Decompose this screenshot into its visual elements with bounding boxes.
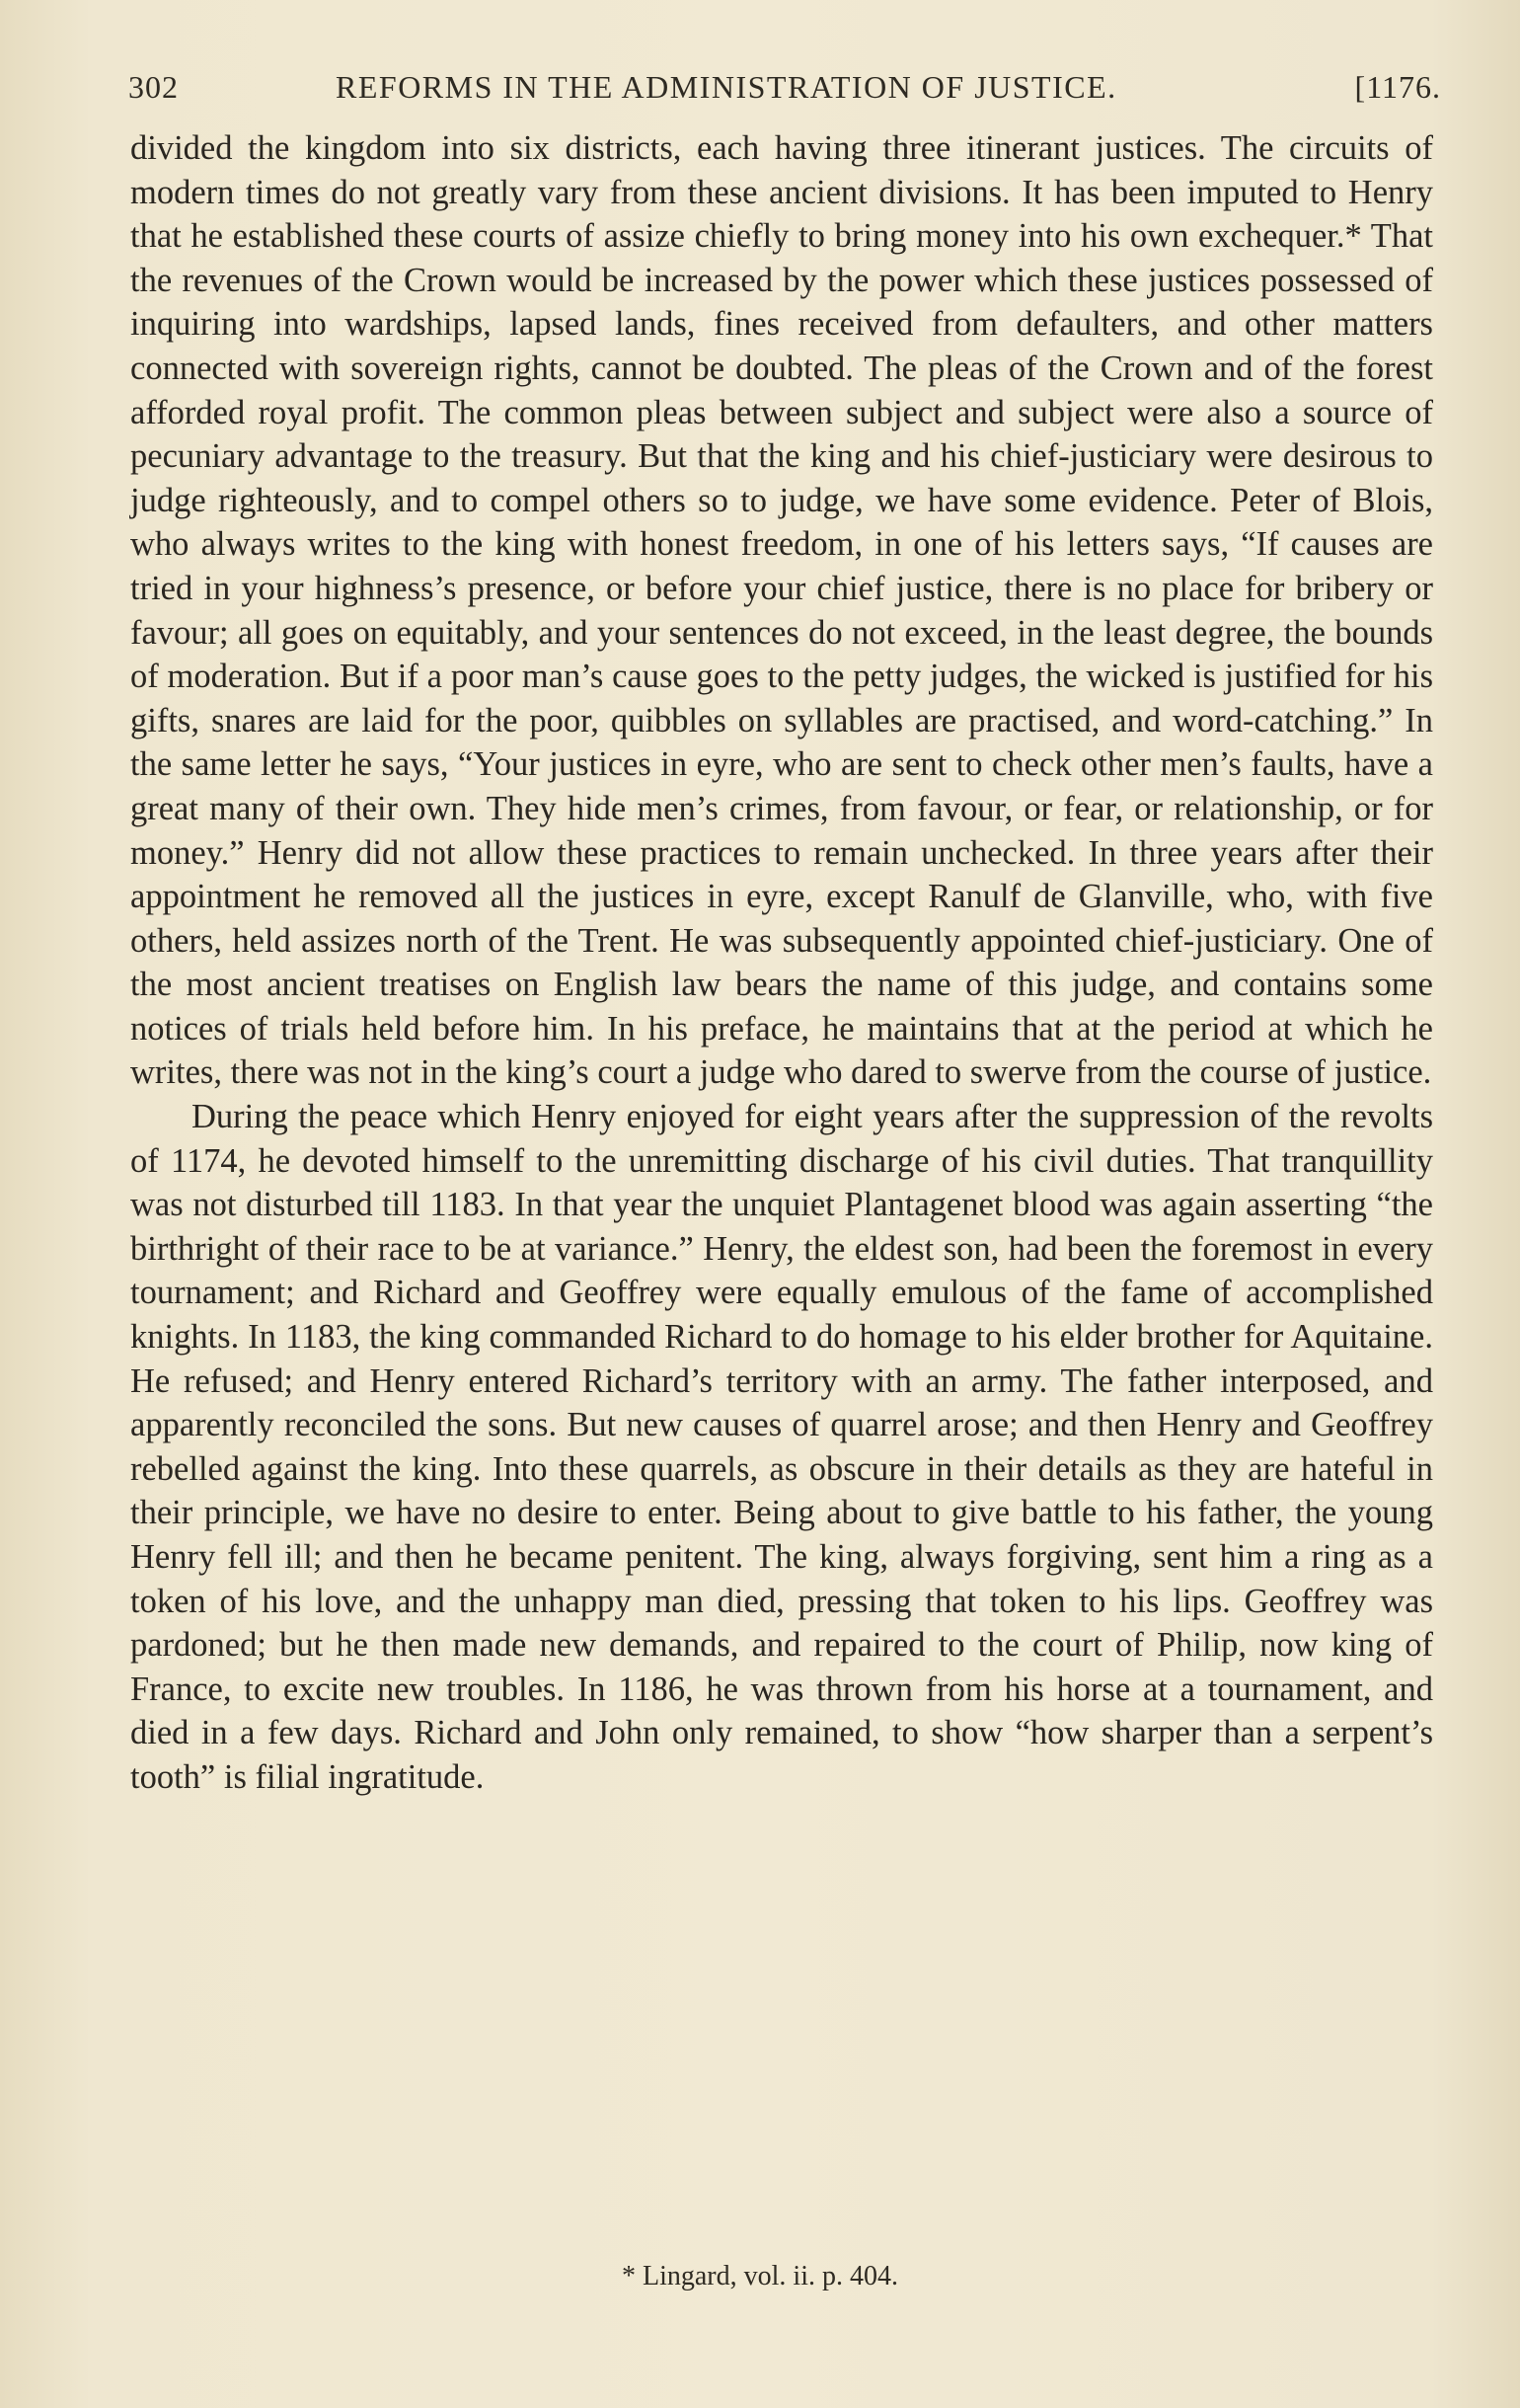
- body-text: [130, 126, 1433, 1800]
- paragraph: During the peace which Henry enjoyed for eight years after the suppression of the revolts of 1174, he devoted himself to the unremitting discharge of his civil duties. That tranquillity was not disturbed till 1183. In that year the unquiet Plantagenet blood was again asserting “the birthright of their race to be at variance.” Henry, the eldest son, had been the foremost in every tournament; and Richard and Geoffrey were equally emulous of the fame of accomplished knights. In 1183, the king commanded Richard to do homage to his elder brother for Aquitaine. He refused; and Henry entered Richard’s territory with an army. The father interposed, and apparently reconciled the sons. But new causes of quarrel arose; and then Henry and Geoffrey rebelled against the king. Into these quarrels, as obscure in their details as they are hateful in their principle, we have no desire to enter. Being about to give battle to his father, the young Henry fell ill; and then he became penitent. The king, always forgiving, sent him a ring as a token of his love, and the unhappy man died, pressing that token to his lips. Geoffrey was pardoned; but he then made new demands, and repaired to the court of Philip, now king of France, to excite new troubles. In 1186, he was thrown from his horse at a tournament, and died in a few days. Richard and John only remained, to show “how sharper than a serpent’s tooth” is filial ingratitude.: [130, 1098, 1433, 1796]
- paragraph-continued: divided the kingdom into six districts, each having three itinerant justices. The circuits of modern times do not greatly vary from these ancient divisions. It has been imputed to Henry that he established these courts of assize chiefly to bring money into his own exchequer.* That the revenues of the Crown would be increased by the power which these justices possessed of inquiring into wardships, lapsed lands, fines received from defaulters, and other matters connected with sovereign rights, cannot be doubted. The pleas of the Crown and of the forest afforded royal profit. The common pleas between subject and subject were also a source of pecuniary advantage to the treasury. But that the king and his chief-justiciary were desirous to judge righteously, and to compel others so to judge, we have some evidence. Peter of Blois, who always writes to the king with honest freedom, in one of his letters says, “If causes are tried in your highness’s presence, or before your chief justice, there is no place for bribery or favour; all goes on equitably, and your sentences do not exceed, in the least degree, the bounds of moderation. But if a poor man’s cause goes to the petty judges, the wicked is justified for his gifts, snares are laid for the poor, quibbles on syllables are practised, and word-catching.” In the same letter he says, “Your justices in eyre, who are sent to check other men’s faults, have a great many of their own. They hide men’s crimes, from favour, or fear, or relationship, or for money.” Henry did not allow these practices to remain unchecked. In three years after their appointment he removed all the justices in eyre, except Ranulf de Glanville, who, with five others, held assizes north of the Trent. He was subsequently appointed chief-justiciary. One of the most ancient treatises on English law bears the name of this judge, and contains some notices of trials held before him. In his preface, he maintains that at the period at which he writes, there was not in the king’s court a judge who dared to swerve from the course of justice.: [130, 129, 1433, 1092]
- running-year: [1176.: [1354, 69, 1441, 105]
- page-number: 302: [128, 69, 179, 105]
- running-title: REFORMS IN THE ADMINISTRATION OF JUSTICE.: [336, 69, 1117, 105]
- footnote: * Lingard, vol. ii. p. 404.: [622, 2261, 898, 2291]
- running-head: [128, 69, 1441, 113]
